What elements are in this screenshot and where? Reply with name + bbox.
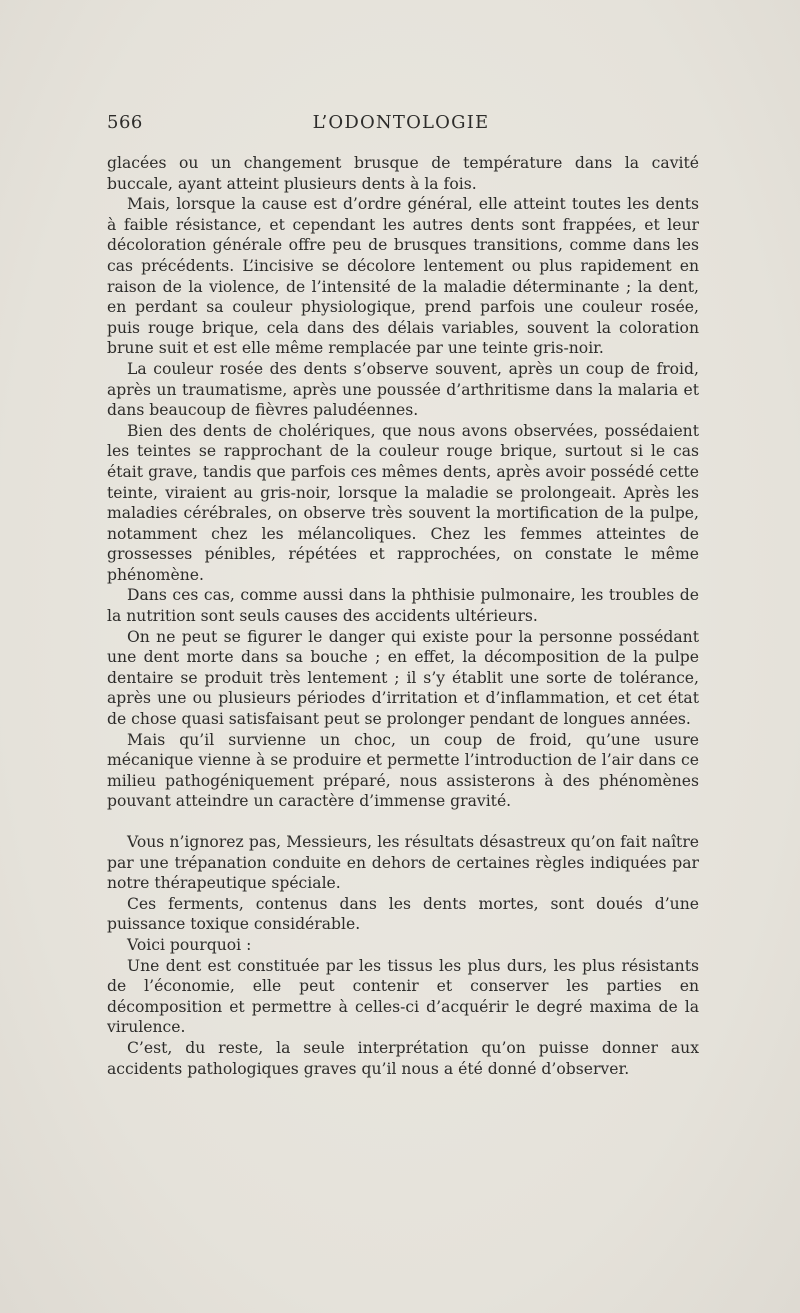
paragraph: Voici pourquoi :	[127, 935, 252, 954]
paragraph: Mais, lorsque la cause est d’ordre général, elle atteint toutes les dents à faible résistance, et cependant les autres dents sont frappées, et leur décoloration générale offre peu de brusques transitions, comme dans les cas précédents. L’incisive se décolore lentement ou plus rapidement en raison de la violence, de l’intensité de la maladie déterminante ; la dent, en perdant sa couleur physiologique, prend parfois une couleur rosée, puis rouge brique, cela dans des délais variables, souvent la coloration brune suit et est elle même remplacée par une teinte gris-noir.	[107, 195, 699, 358]
page-number: 566	[107, 112, 143, 133]
paragraph: Vous n’ignorez pas, Messieurs, les résultats désastreux qu’on fait naître par une trépanation conduite en dehors de certaines règles indiquées par notre thérapeutique spéciale.	[107, 833, 699, 893]
section-break	[107, 812, 699, 832]
paragraph: La couleur rosée des dents s’observe souvent, après un coup de froid, après un traumatisme, après une poussée d’arthritisme dans la malaria et dans beaucoup de fièvres paludéennes.	[107, 359, 699, 420]
paragraph: On ne peut se figurer le danger qui existe pour la personne possédant une dent morte dans sa bouche ; en effet, la décomposition de la pulpe dentaire se produit très lentement ; il s’y établit une sorte de tolérance, après une ou plusieurs périodes d’irritation et d’inflammation, et cet état de chose quasi satisfaisant peut se prolonger pendant de longues années.	[107, 627, 699, 729]
running-title: L’ODONTOLOGIE	[312, 112, 490, 133]
paragraph: Ces ferments, contenus dans les dents mortes, sont doués d’une puissance toxique considérable.	[107, 894, 699, 934]
paragraph: C’est, du reste, la seule interprétation qu’on puisse donner aux accidents pathologiques graves qu’il nous a été donné d’observer.	[107, 1038, 699, 1078]
body-text	[107, 153, 699, 1079]
paragraph: Bien des dents de cholériques, que nous avons observées, possédaient les teintes se rapprochant de la couleur rouge brique, surtout si le cas était grave, tandis que parfois ces mêmes dents, après avoir possédé cette teinte, viraient au gris-noir, lorsque la maladie se prolongeait. Après les maladies cérébrales, on observe très souvent la mortification de la pulpe, notamment chez les mélancoliques. Chez les femmes atteintes de grossesses pénibles, répétées et rapprochées, on constate le même phénomène.	[107, 421, 699, 584]
paragraph: glacées ou un changement brusque de température dans la cavité buccale, ayant atteint plusieurs dents à la fois.	[107, 154, 699, 193]
paragraph: Mais qu’il survienne un choc, un coup de froid, qu’une usure mécanique vienne à se produire et permette l’introduction de l’air dans ce milieu pathogéniquement préparé, nous assisterons à des phénomènes pouvant atteindre un caractère d’immense gravité.	[107, 730, 699, 811]
paragraph: Dans ces cas, comme aussi dans la phthisie pulmonaire, les troubles de la nutrition sont seuls causes des accidents ultérieurs.	[107, 586, 699, 626]
paragraph: Une dent est constituée par les tissus les plus durs, les plus résistants de l’économie, elle peut contenir et conserver les parties en décomposition et permettre à celles-ci d’acquérir le degré maxima de la virulence.	[107, 956, 699, 1037]
page-header	[107, 112, 695, 133]
